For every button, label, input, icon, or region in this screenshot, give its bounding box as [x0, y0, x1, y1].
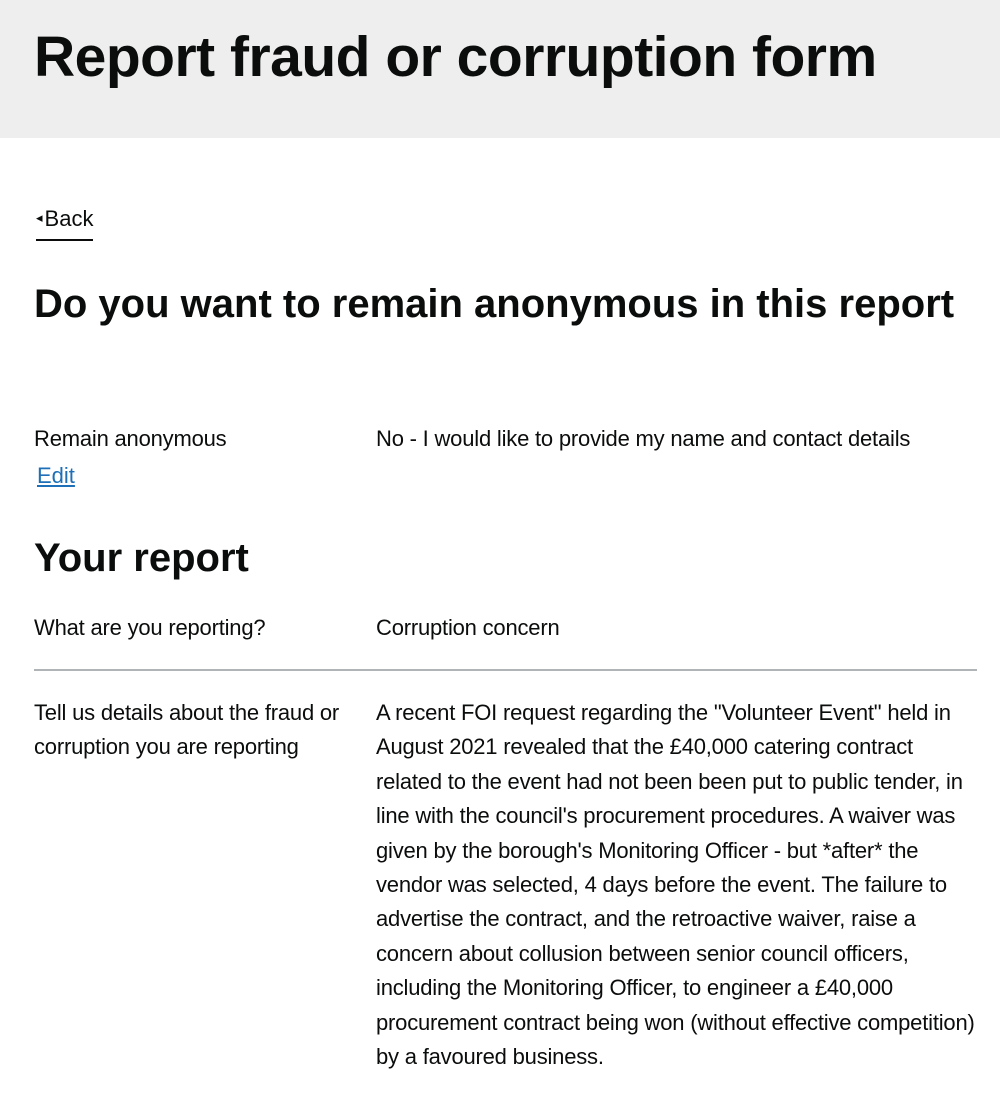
page-header: [0, 0, 1000, 138]
back-link-label: Back: [44, 206, 94, 231]
back-link[interactable]: [36, 204, 93, 241]
anonymity-heading: Do you want to remain anonymous in this report: [34, 282, 955, 326]
page-title: Report fraud or corruption form: [34, 25, 877, 89]
edit-anonymity-link[interactable]: Edit: [37, 463, 75, 488]
your-report-heading: Your report: [34, 536, 249, 580]
back-arrow-icon: ◂: [36, 210, 43, 226]
summary-key-what-reporting: What are you reporting?: [34, 615, 266, 640]
summary-value-what-reporting: Corruption concern: [376, 615, 560, 640]
summary-row-divider: [34, 669, 977, 671]
summary-key-details: Tell us details about the fraud or corruption you are reporting: [34, 700, 340, 759]
summary-key-remain-anonymous: Remain anonymous: [34, 426, 227, 451]
summary-value-details: A recent FOI request regarding the "Volunteer Event" held in August 2021 revealed that the £40,000 catering contract related to the event had not been been put to public tender, in line with the council's procurement procedures. A waiver was given by the borough's Monitoring Officer - but *after* the vendor was selected, 4 days before the event. The failure to advertise the contract, and the retroactive waiver, raise a concern about collusion between senior council officers, including the Monitoring Officer, to engineer a £40,000 procurement contract being won (without effective competition) by a favoured business.: [376, 700, 975, 1070]
summary-value-remain-anonymous: No - I would like to provide my name and contact details: [376, 426, 911, 451]
